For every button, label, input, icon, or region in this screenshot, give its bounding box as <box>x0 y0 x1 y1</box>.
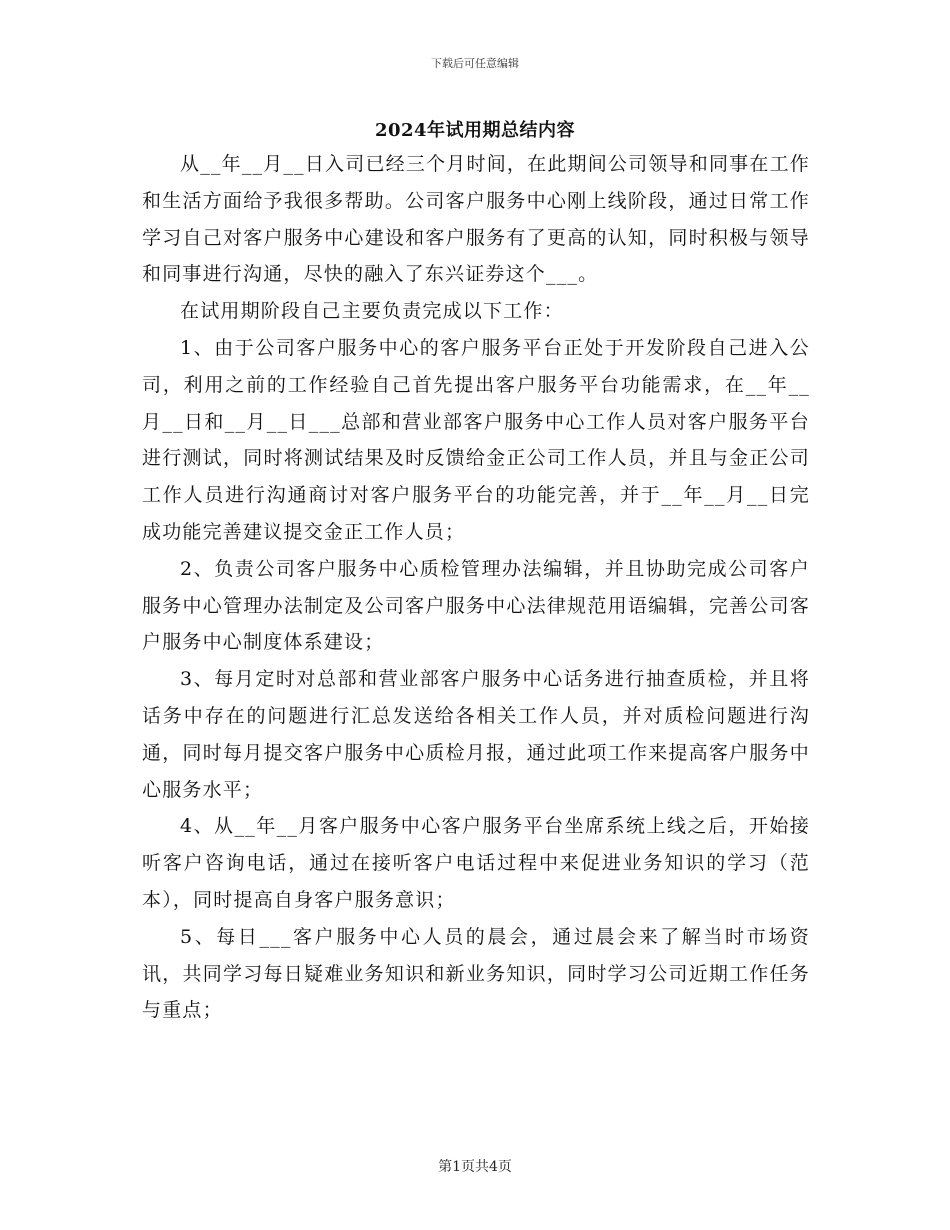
paragraph-item-5: 5、每日___客户服务中心人员的晨会，通过晨会来了解当时市场资讯，共同学习每日疑难业务知识和新业务知识，同时学习公司近期工作任务与重点； <box>142 925 810 1022</box>
paragraph-item-1: 1、由于公司客户服务中心的客户服务平台正处于开发阶段自己进入公司，利用之前的工作经验自己首先提出客户服务平台功能需求，在__年__月__日和__月__日___总部和营业部客户服务中心工作人员对客户服务平台进行测试，同时将测试结果及时反馈给金正公司工作人员，并且与金正公司工作人员进行沟通商讨对客户服务平台的功能完善，并于__年__月__日完成功能完善建议提交金正工作人员； <box>142 336 810 543</box>
paragraph-item-4: 4、从__年__月客户服务中心客户服务平台坐席系统上线之后，开始接听客户咨询电话，通过在接听客户电话过程中来促进业务知识的学习（范本），同时提高自身客户服务意识； <box>142 815 810 911</box>
document-body <box>142 146 810 1029</box>
paragraph-intro: 从__年__月__日入司已经三个月时间，在此期间公司领导和同事在工作和生活方面给予我很多帮助。公司客户服务中心刚上线阶段，通过日常工作学习自己对客户服务中心建设和客户服务有了更高的认知，同时积极与领导和同事进行沟通，尽快的融入了东兴证券这个___。 <box>142 153 810 286</box>
header-note: 下载后可任意编辑 <box>431 57 519 70</box>
paragraph-lead: 在试用期阶段自己主要负责完成以下工作： <box>180 300 564 323</box>
paragraph-item-2: 2、负责公司客户服务中心质检管理办法编辑，并且协助完成公司客户服务中心管理办法制定及公司客户服务中心法律规范用语编辑，完善公司客户服务中心制度体系建设； <box>142 557 810 654</box>
page-number-footer: 第1页共4页 <box>438 1159 512 1175</box>
document-title: 2024年试用期总结内容 <box>374 120 576 141</box>
paragraph-item-3: 3、每月定时对总部和营业部客户服务中心话务进行抽查质检，并且将话务中存在的问题进行汇总发送给各相关工作人员，并对质检问题进行沟通，同时每月提交客户服务中心质检月报，通过此项工作来提高客户服务中心服务水平； <box>142 668 810 801</box>
